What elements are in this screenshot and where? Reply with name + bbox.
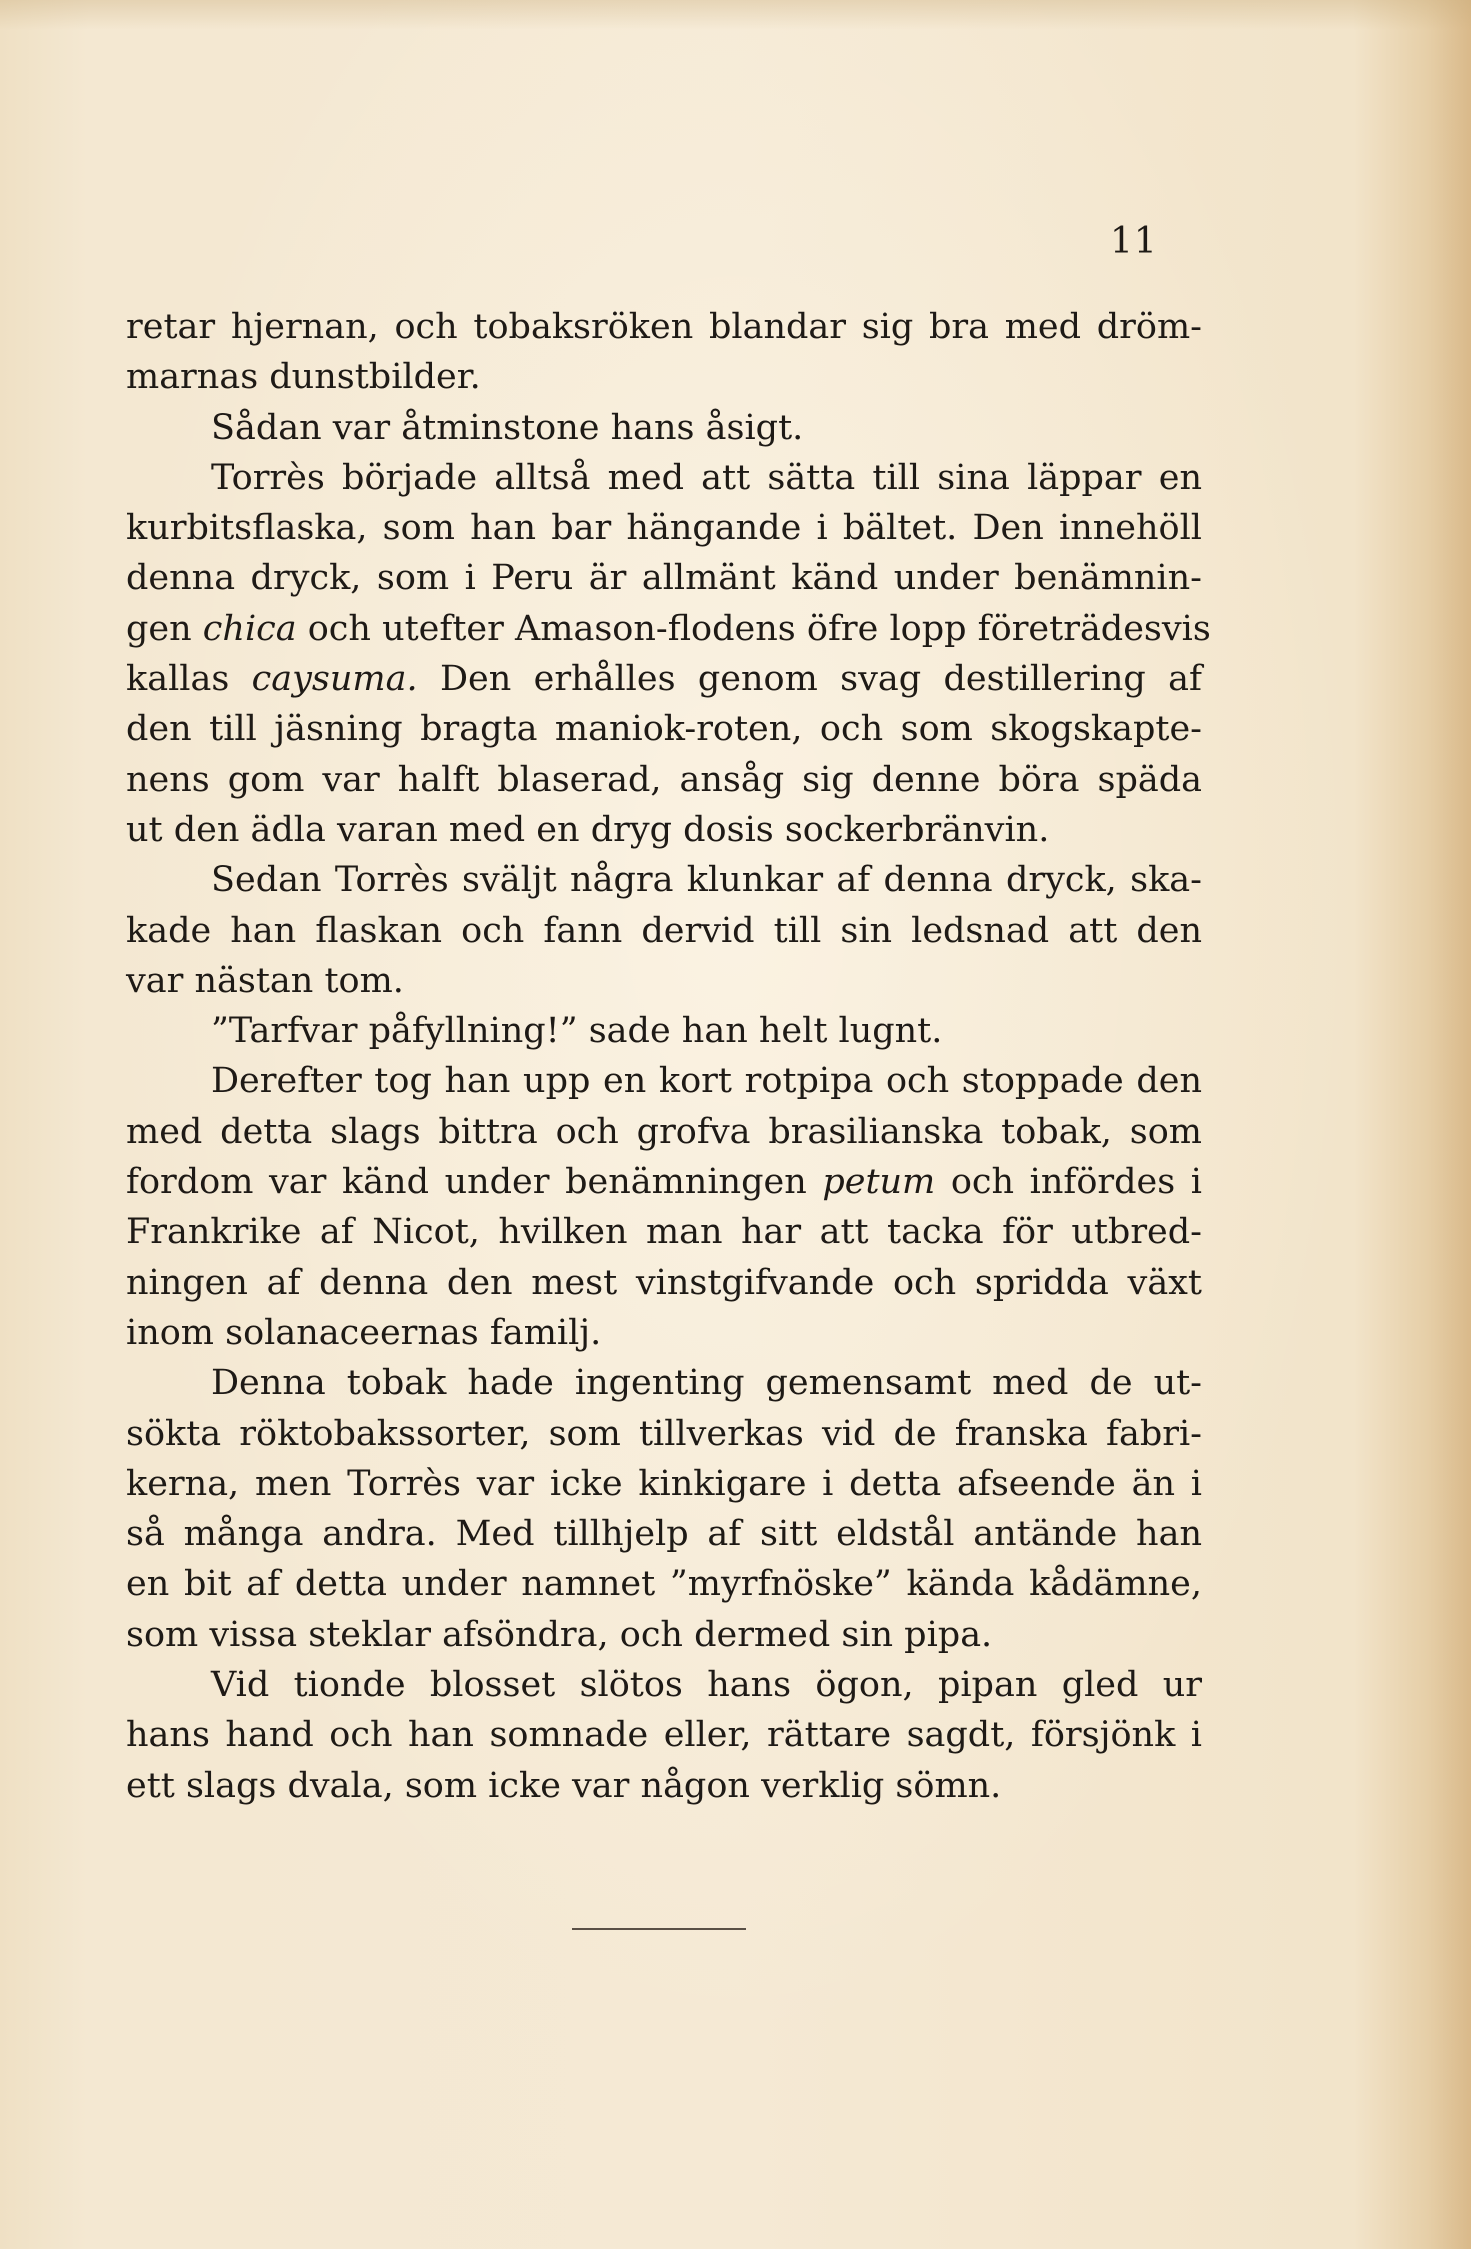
text-fragment: fordom var känd under benämningen	[126, 1162, 823, 1203]
italic-term: petum	[822, 1162, 936, 1203]
text-line: retar hjernan, och tobaksröken blandar sig bra med dröm-	[126, 307, 1202, 347]
text-line: ningen af denna den mest vinstgifvande och spridda växt	[126, 1262, 1202, 1303]
text-fragment: och utefter Amason-flodens öfre lopp företrädesvis	[296, 608, 1211, 649]
end-rule	[572, 1928, 746, 1930]
text-line: Torrès började alltså med att sätta till sina läppar en	[211, 457, 1202, 498]
text-line: var nästan tom.	[126, 960, 404, 1001]
text-line: kade han flaskan och fann dervid till sin ledsnad att den	[126, 910, 1202, 951]
text-fragment: kallas	[126, 659, 252, 700]
text-line: kerna, men Torrès var icke kinkigare i detta afseende än i	[126, 1463, 1202, 1504]
text-line: nens gom var halft blaserad, ansåg sig denne böra späda	[126, 759, 1202, 800]
text-fragment: Den erhålles genom svag destillering af	[417, 659, 1202, 700]
text-line: Vid tionde blosset slötos hans ögon, pipan gled ur	[211, 1665, 1202, 1706]
text-line	[126, 1157, 1202, 1207]
text-fragment: gen	[126, 608, 203, 649]
text-line: hans hand och han somnade eller, rättare sagdt, försjönk i	[126, 1715, 1202, 1756]
text-line: en bit af detta under namnet ”myrfnöske” kända kådämne,	[126, 1564, 1202, 1605]
text-line: Frankrike af Nicot, hvilken man har att tacka för utbred-	[126, 1212, 1202, 1253]
text-line: den till jäsning bragta maniok-roten, och som skogskapte-	[126, 709, 1202, 750]
text-line: denna dryck, som i Peru är allmänt känd under benämnin-	[126, 558, 1202, 599]
text-line: kurbitsflaska, som han bar hängande i bältet. Den innehöll	[126, 508, 1202, 549]
page-number: 11	[1110, 221, 1158, 262]
page-top-edge	[0, 0, 1471, 30]
text-line: inom solanaceernas familj.	[126, 1312, 602, 1353]
body-text	[126, 302, 1211, 1811]
text-fragment: och infördes i	[935, 1162, 1202, 1203]
text-line: så många andra. Med tillhjelp af sitt eldstål antände han	[126, 1514, 1202, 1555]
text-line	[126, 604, 1211, 654]
italic-term: chica	[202, 608, 297, 649]
text-line: ”Tarfvar påfyllning!” sade han helt lugnt.	[211, 1011, 943, 1052]
italic-term: caysuma.	[251, 659, 418, 700]
text-line: ett slags dvala, som icke var någon verklig sömn.	[126, 1765, 1002, 1806]
text-line: med detta slags bittra och grofva brasilianska tobak, som	[126, 1111, 1202, 1152]
text-line: Denna tobak hade ingenting gemensamt med de ut-	[211, 1363, 1202, 1404]
text-line: ut den ädla varan med en dryg dosis sockerbränvin.	[126, 809, 1050, 850]
text-line: som vissa steklar afsöndra, och dermed sin pipa.	[126, 1614, 993, 1655]
text-line: Sedan Torrès svälјt några klunkar af denna dryck, ska-	[211, 860, 1202, 901]
text-line	[126, 654, 1202, 704]
text-line: sökta röktobakssorter, som tillverkas vid de franska fabri-	[126, 1413, 1202, 1454]
text-line: Sådan var åtminstone hans åsigt.	[211, 407, 804, 448]
text-line: Derefter tog han upp en kort rotpipa och stoppade den	[211, 1061, 1202, 1102]
text-line: marnas dunstbilder.	[126, 357, 481, 398]
